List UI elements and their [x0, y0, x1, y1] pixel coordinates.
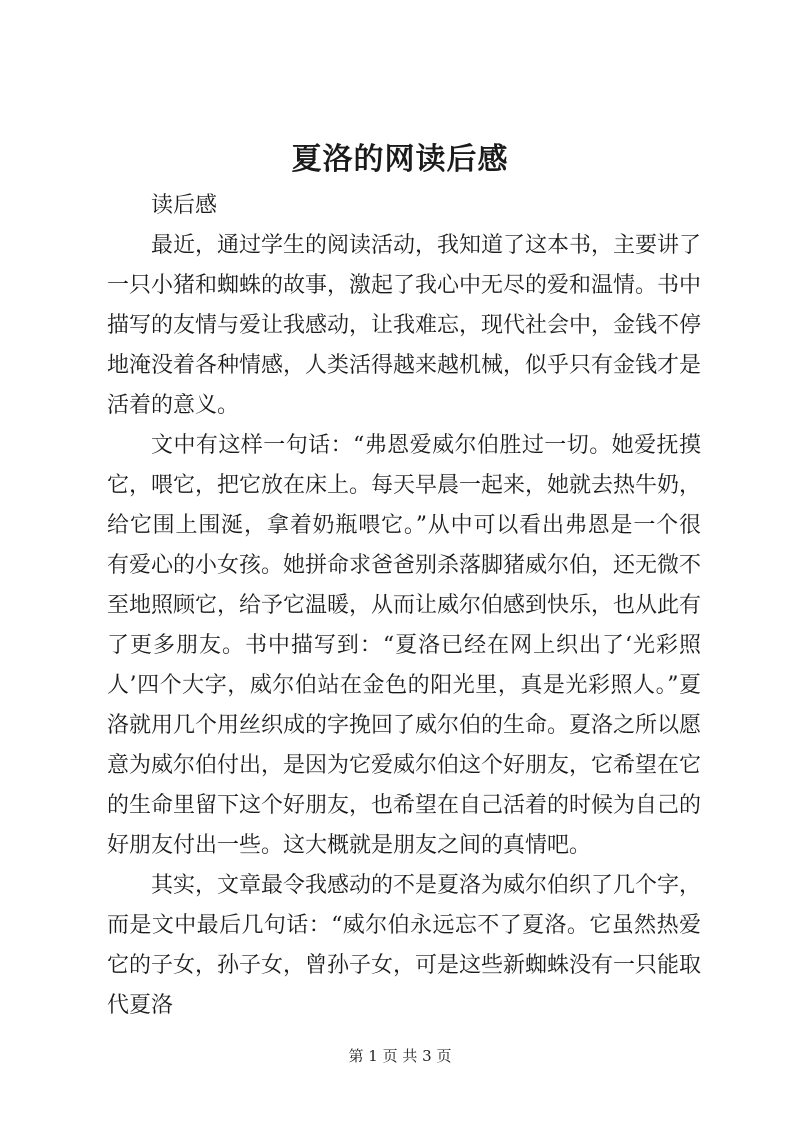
- section-label: 读后感: [151, 193, 218, 218]
- body-paragraph: 文中有这样一句话：“弗恩爱威尔伯胜过一切。她爱抚摸它，喂它，把它放在床上。每天早晨一起来，她就去热牛奶，给它围上围涎，拿着奶瓶喂它。”从中可以看出弗恩是一个很有爱心的小女孩。她拼命求爸爸别杀落脚猪威尔伯，还无微不至地照顾它，给予它温暖，从而让威尔伯感到快乐，也从此有了更多朋友。书中描写到：“夏洛已经在网上织出了‘光彩照人’四个大字，威尔伯站在金色的阳光里，真是光彩照人。”夏洛就用几个用丝织成的字挽回了威尔伯的生命。夏洛之所以愿意为威尔伯付出，是因为它爱威尔伯这个好朋友，它希望在它的生命里留下这个好朋友，也希望在自己活着的时候为自己的好朋友付出一些。这大概就是朋友之间的真情吧。: [107, 433, 702, 858]
- page-number-footer: 第 1 页 共 3 页: [348, 1047, 452, 1065]
- document-title: 夏洛的网读后感: [291, 142, 509, 177]
- body-paragraph: 最近，通过学生的阅读活动，我知道了这本书，主要讲了一只小猪和蜘蛛的故事，激起了我心中无尽的爱和温情。书中描写的友情与爱让我感动，让我难忘，现代社会中，金钱不停地淹没着各种情感，人类活得越来越机械，似乎只有金钱才是活着的意义。: [107, 233, 702, 418]
- document-body: [107, 186, 701, 1026]
- body-paragraph: 其实，文章最令我感动的不是夏洛为威尔伯织了几个字，而是文中最后几句话：“威尔伯永远忘不了夏洛。它虽然热爱它的子女，孙子女，曾孙子女，可是这些新蜘蛛没有一只能取代夏洛: [107, 873, 702, 1018]
